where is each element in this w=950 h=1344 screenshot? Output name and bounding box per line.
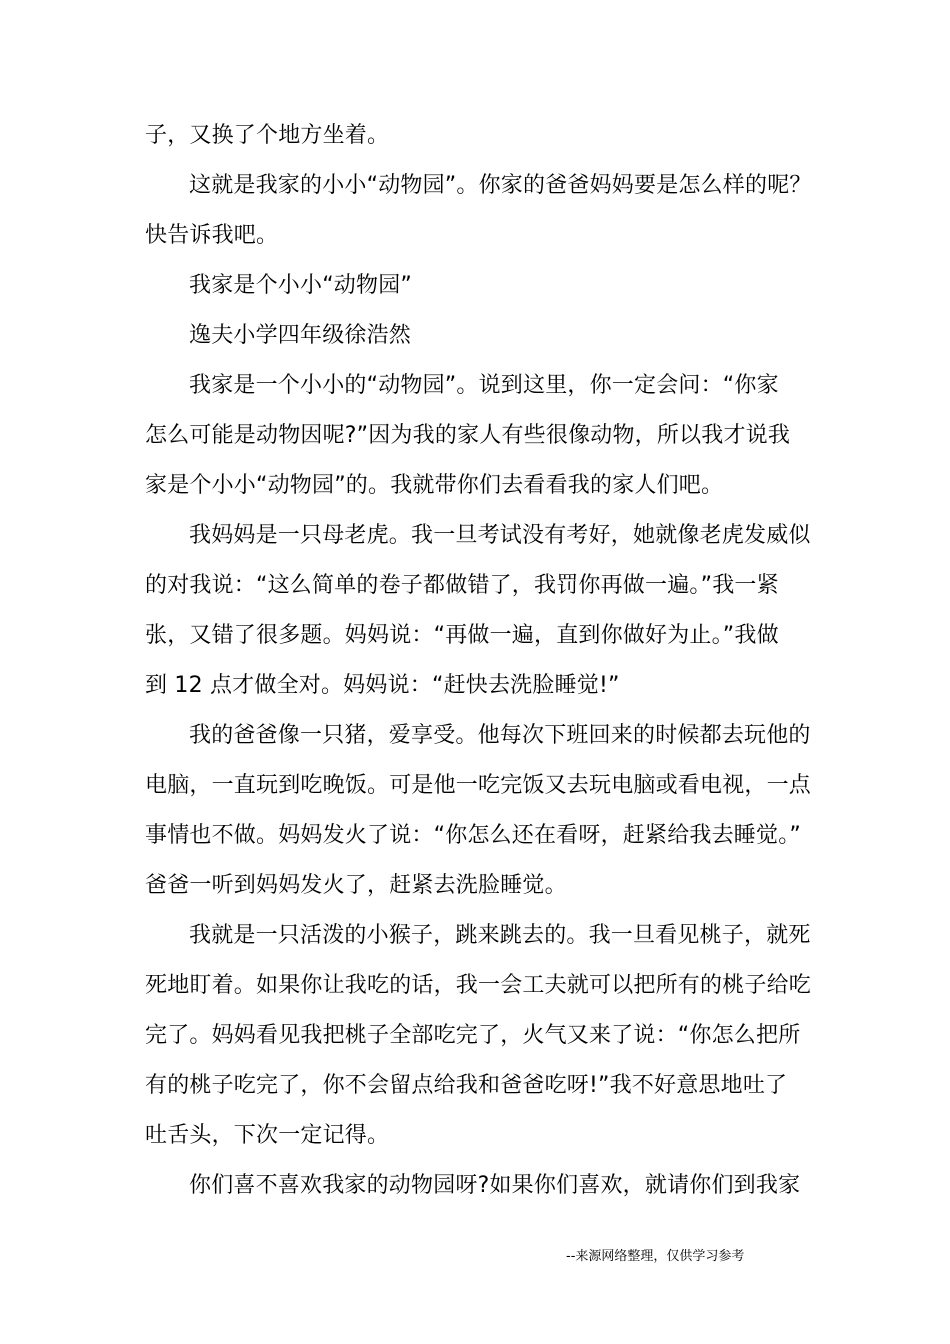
text-line: 死地盯着。如果你让我吃的话，我一会工夫就可以把所有的桃子给吃: [145, 973, 812, 998]
paragraph-line: 这就是我家的小小“动物园”。你家的爸爸妈妈要是怎么样的呢？: [189, 173, 812, 198]
paragraph-line: 我就是一只活泼的小猴子，跳来跳去的。我一旦看见桃子，就死: [189, 923, 811, 948]
paragraph-line: 我的爸爸像一只猪，爱享受。他每次下班回来的时候都去玩他的: [189, 723, 811, 748]
text-line: 快告诉我吧。: [145, 223, 279, 248]
text-line: 有的桃子吃完了，你不会留点给我和爸爸吃呀!”我不好意思地吐了: [145, 1073, 788, 1098]
text-line: 的对我说：“这么简单的卷子都做错了，我罚你再做一遍。”我一紧: [145, 573, 779, 598]
text-line: 怎么可能是动物因呢?”因为我的家人有些很像动物，所以我才说我: [145, 423, 791, 448]
text-line: 吐舌头，下次一定记得。: [145, 1123, 390, 1148]
author-line: 逸夫小学四年级徐浩然: [189, 323, 412, 348]
text-line: 张，又错了很多题。妈妈说：“再做一遍，直到你做好为止。”我做: [145, 623, 779, 648]
paragraph-line: 你们喜不喜欢我家的动物园呀?如果你们喜欢，就请你们到我家: [189, 1173, 801, 1198]
page-footer: --来源网络整理，仅供学习参考: [566, 1249, 745, 1264]
text-line: 家是个小小“动物园”的。我就带你们去看看我的家人们吧。: [145, 473, 724, 498]
text-line: 事情也不做。妈妈发火了说：“你怎么还在看呀，赶紧给我去睡觉。”: [145, 823, 801, 848]
text-line: 完了。妈妈看见我把桃子全部吃完了，火气又来了说：“你怎么把所: [145, 1023, 801, 1048]
text-line: 爸爸一听到妈妈发火了，赶紧去洗脸睡觉。: [145, 873, 567, 898]
article-title: 我家是个小小“动物园”: [189, 273, 412, 298]
text-line: 到 12 点才做全对。妈妈说：“赶快去洗脸睡觉!”: [145, 673, 620, 698]
text-line: 电脑，一直玩到吃晚饭。可是他一吃完饭又去玩电脑或看电视，一点: [145, 773, 812, 798]
paragraph-line: 我妈妈是一只母老虎。我一旦考试没有考好，她就像老虎发威似: [189, 523, 811, 548]
text-line: 子，又换了个地方坐着。: [145, 123, 390, 148]
paragraph-line: 我家是一个小小的“动物园”。说到这里，你一定会问：“你家: [189, 373, 779, 398]
